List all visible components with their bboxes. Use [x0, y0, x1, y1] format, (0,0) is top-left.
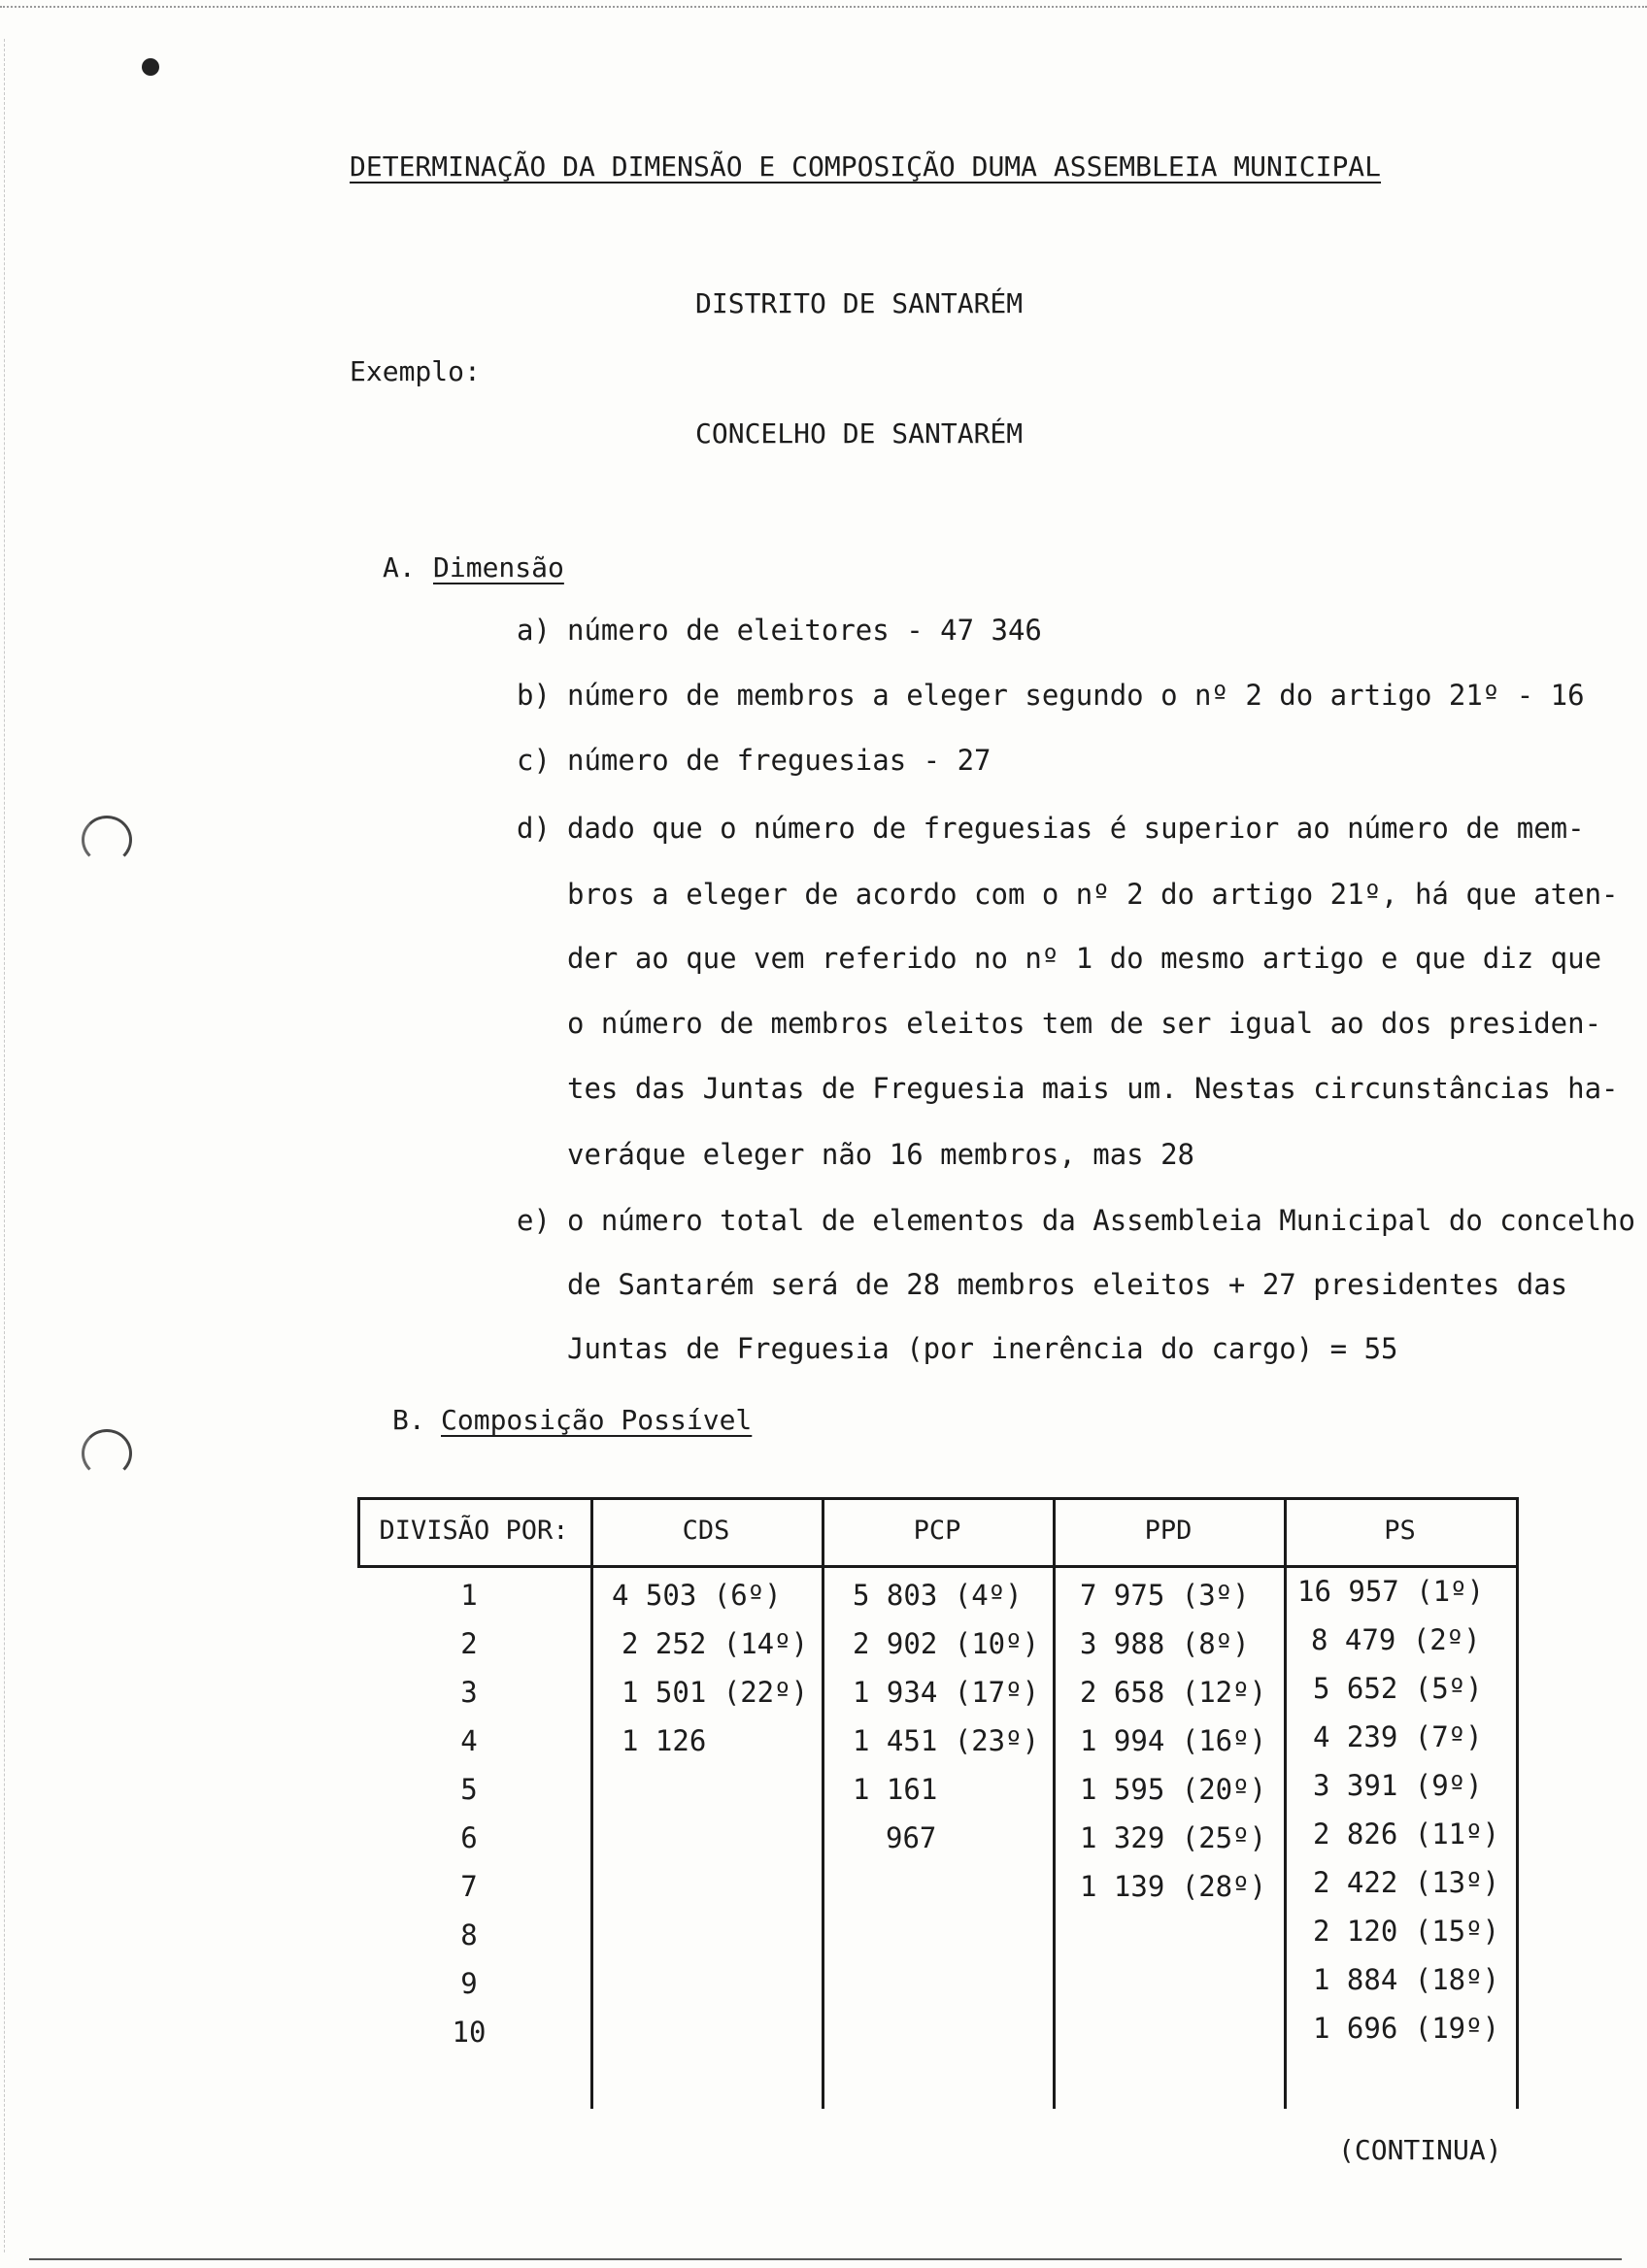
item-a-line: número de eleitores - 47 346 — [567, 614, 1042, 647]
row-2-pcp: 2 902 (10º) — [853, 1627, 1040, 1660]
table-col-rule-1 — [590, 1497, 593, 2109]
table-col-rule-2 — [822, 1497, 824, 2109]
row-10-divisor: 10 — [452, 2016, 487, 2049]
table-header-rule — [357, 1565, 1519, 1568]
document-title: DETERMINAÇÃO DA DIMENSÃO E COMPOSIÇÃO DUMA ASSEMBLEIA MUNICIPAL — [350, 150, 1382, 183]
page-left-edge — [4, 39, 5, 2252]
municipality-heading: CONCELHO DE SANTARÉM — [695, 417, 1024, 450]
header-division: DIVISÃO POR: — [379, 1516, 569, 1546]
continued-note: (CONTINUA) — [1338, 2134, 1502, 2166]
row-10-ps: 1 696 (19º) — [1313, 2012, 1500, 2045]
row-2-divisor: 2 — [460, 1627, 478, 1660]
table-col-rule-4 — [1284, 1497, 1287, 2109]
section-a-letter: A. — [383, 551, 416, 584]
composition-table — [357, 1497, 1519, 2109]
row-4-pcp: 1 451 (23º) — [853, 1724, 1040, 1757]
row-4-cds: 1 126 — [622, 1724, 707, 1757]
header-ppd: PPD — [1144, 1516, 1193, 1546]
item-b-letter: b) — [517, 679, 551, 712]
section-a-title: Dimensão — [433, 551, 564, 584]
row-7-divisor: 7 — [460, 1870, 478, 1903]
row-7-ppd: 1 139 (28º) — [1080, 1870, 1267, 1903]
row-3-pcp: 1 934 (17º) — [853, 1676, 1040, 1709]
punch-hole-lower — [82, 1429, 132, 1478]
item-d-line-6: veráque eleger não 16 membros, mas 28 — [567, 1138, 1195, 1171]
item-d-line-4: o número de membros eleitos tem de ser igual ao dos presiden- — [567, 1007, 1602, 1040]
row-9-divisor: 9 — [460, 1967, 478, 2000]
row-5-ps: 3 391 (9º) — [1313, 1769, 1483, 1802]
row-6-ppd: 1 329 (25º) — [1080, 1821, 1267, 1854]
item-e-line-1: o número total de elementos da Assembleia Municipal do concelho — [567, 1204, 1635, 1237]
section-b-title: Composição Possível — [441, 1404, 753, 1436]
item-e-line-3: Juntas de Freguesia (por inerência do cargo) = 55 — [567, 1332, 1398, 1365]
row-5-pcp: 1 161 — [853, 1773, 938, 1806]
item-d-line-5: tes das Juntas de Freguesia mais um. Nestas circunstâncias ha- — [567, 1072, 1619, 1105]
item-b-line: número de membros a eleger segundo o nº 2 do artigo 21º - 16 — [567, 679, 1585, 712]
row-1-pcp: 5 803 (4º) — [853, 1579, 1023, 1612]
item-c-letter: c) — [517, 744, 551, 777]
row-8-divisor: 8 — [460, 1918, 478, 1951]
row-8-ps: 2 120 (15º) — [1313, 1915, 1500, 1948]
table-top-rule — [357, 1497, 1519, 1500]
punch-hole-upper — [82, 816, 132, 864]
item-d-line-1: dado que o número de freguesias é superior ao número de mem- — [567, 812, 1585, 845]
row-3-divisor: 3 — [460, 1676, 478, 1709]
row-4-ppd: 1 994 (16º) — [1080, 1724, 1267, 1757]
row-3-ps: 5 652 (5º) — [1313, 1672, 1483, 1705]
item-e-line-2: de Santarém será de 28 membros eleitos + 27 presidentes das — [567, 1268, 1568, 1301]
row-3-cds: 1 501 (22º) — [622, 1676, 809, 1709]
row-1-cds: 4 503 (6º) — [612, 1579, 782, 1612]
row-4-ps: 4 239 (7º) — [1313, 1720, 1483, 1753]
row-1-ps: 16 957 (1º) — [1297, 1575, 1485, 1608]
row-1-ppd: 7 975 (3º) — [1080, 1579, 1250, 1612]
row-7-ps: 2 422 (13º) — [1313, 1866, 1500, 1899]
ink-dot — [142, 58, 159, 76]
item-a-letter: a) — [517, 614, 551, 647]
row-6-divisor: 6 — [460, 1821, 478, 1854]
table-col-rule-3 — [1053, 1497, 1056, 2109]
section-b-letter: B. — [392, 1404, 425, 1436]
district-heading: DISTRITO DE SANTARÉM — [695, 287, 1024, 319]
row-1-divisor: 1 — [460, 1579, 478, 1612]
page-bottom-edge — [29, 2258, 1622, 2260]
row-2-ppd: 3 988 (8º) — [1080, 1627, 1250, 1660]
item-d-letter: d) — [517, 812, 551, 845]
item-d-line-2: bros a eleger de acordo com o nº 2 do artigo 21º, há que aten- — [567, 878, 1619, 911]
page-top-edge — [0, 6, 1647, 8]
row-9-ps: 1 884 (18º) — [1313, 1963, 1500, 1996]
row-2-cds: 2 252 (14º) — [622, 1627, 809, 1660]
table-right-rule — [1516, 1497, 1519, 2109]
header-cds: CDS — [682, 1516, 730, 1546]
row-5-divisor: 5 — [460, 1773, 478, 1806]
row-2-ps: 8 479 (2º) — [1311, 1623, 1481, 1656]
item-d-line-3: der ao que vem referido no nº 1 do mesmo artigo e que diz que — [567, 942, 1602, 975]
item-c-line: número de freguesias - 27 — [567, 744, 992, 777]
header-ps: PS — [1384, 1516, 1416, 1546]
row-5-ppd: 1 595 (20º) — [1080, 1773, 1267, 1806]
example-label: Exemplo: — [350, 355, 481, 387]
item-e-letter: e) — [517, 1204, 551, 1237]
row-6-pcp: 967 — [886, 1821, 937, 1854]
row-3-ppd: 2 658 (12º) — [1080, 1676, 1267, 1709]
row-6-ps: 2 826 (11º) — [1313, 1818, 1500, 1851]
row-4-divisor: 4 — [460, 1724, 478, 1757]
header-pcp: PCP — [913, 1516, 961, 1546]
